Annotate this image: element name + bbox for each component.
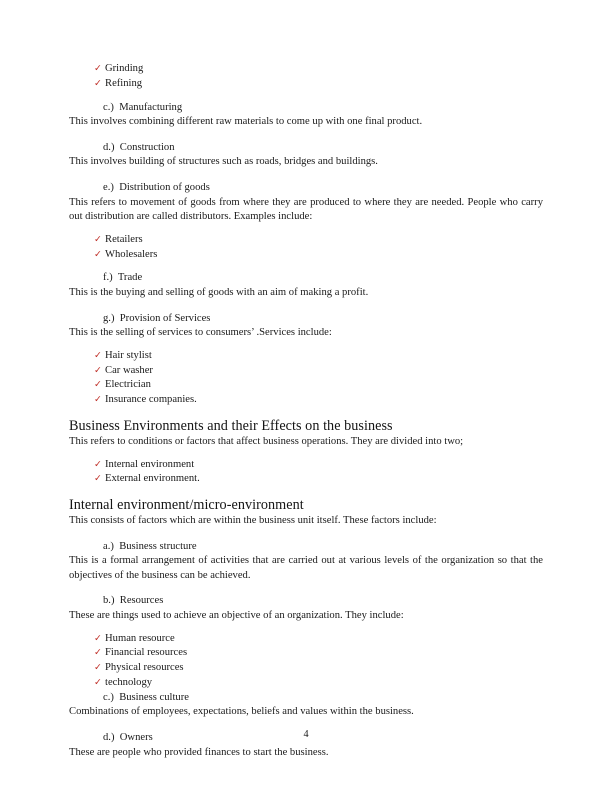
- list-item-label: Insurance companies.: [105, 394, 197, 406]
- block-spacer: [69, 408, 543, 417]
- checkmark-icon: ✓: [94, 647, 102, 659]
- list-item-label: Retailers: [105, 233, 143, 245]
- checkmark-icon: ✓: [94, 248, 102, 260]
- lettered-item-label: Business culture: [119, 691, 189, 703]
- block-spacer: [69, 301, 543, 312]
- list-item: [69, 632, 543, 647]
- body-paragraph: This refers to conditions or factors that affect business operations. They are divided into two;: [69, 435, 464, 447]
- list-item-label: Grinding: [105, 63, 144, 74]
- lettered-item-marker: c.): [103, 691, 114, 703]
- checkmark-icon: ✓: [94, 364, 102, 376]
- list-item: [69, 77, 543, 92]
- block-spacer: [69, 341, 543, 349]
- body-paragraph: These are things used to achieve an objective of an organization. They include:: [69, 610, 404, 622]
- lettered-item-marker: d.): [103, 732, 115, 744]
- list-item-label: Wholesalers: [105, 248, 158, 260]
- body-paragraph: This is a formal arrangement of activities that are carried out at various levels of the organization so that the objectives of the business can be achieved.: [69, 555, 543, 581]
- lettered-item: [69, 594, 543, 609]
- lettered-item-label: Provision of Services: [119, 312, 211, 324]
- checkmark-icon: ✓: [94, 379, 102, 391]
- block-spacer: [69, 450, 543, 458]
- body-paragraph: Combinations of employees, expectations, beliefs and values within the business.: [69, 706, 414, 718]
- block-spacer: [69, 262, 543, 271]
- list-item: [69, 364, 543, 379]
- lettered-item: [69, 691, 543, 706]
- list-item-label: Hair stylist: [105, 349, 152, 361]
- lettered-item-marker: g.): [103, 312, 115, 324]
- list-item-label: Car washer: [105, 364, 153, 376]
- lettered-item: [69, 181, 543, 196]
- list-item-label: External environment.: [105, 473, 200, 485]
- lettered-item-marker: c.): [103, 101, 114, 113]
- list-item: [69, 378, 543, 393]
- body-paragraph: This consists of factors which are within the business unit itself. These factors include:: [69, 515, 437, 527]
- list-item: [69, 233, 543, 248]
- checkmark-icon: ✓: [94, 349, 102, 361]
- body-paragraph: This involves combining different raw materials to come up with one final product.: [69, 116, 423, 128]
- list-item: [69, 646, 543, 661]
- check-bullet-list: [69, 458, 543, 488]
- list-item: [69, 458, 543, 473]
- lettered-item-marker: e.): [103, 181, 114, 193]
- body-paragraph: These are people who provided finances to start the business.: [69, 746, 329, 758]
- list-item: [69, 676, 543, 691]
- lettered-item-label: Trade: [117, 272, 143, 284]
- lettered-item-label: Business structure: [119, 540, 197, 552]
- lettered-item: [69, 101, 543, 116]
- list-item-label: Electrician: [105, 379, 151, 391]
- list-item-label: Refining: [105, 77, 143, 89]
- body-paragraph: This involves building of structures such as roads, bridges and buildings.: [69, 156, 378, 168]
- checkmark-icon: ✓: [94, 473, 102, 485]
- lettered-item-marker: b.): [103, 595, 115, 607]
- checkmark-icon: ✓: [94, 63, 102, 74]
- lettered-item: [69, 271, 543, 286]
- block-spacer: [69, 624, 543, 632]
- body-paragraph: This refers to movement of goods from where they are produced to where they are needed. People who carry out distribution are called distributors. Examples include:: [69, 196, 543, 223]
- block-spacer: [69, 583, 543, 594]
- checkmark-icon: ✓: [94, 662, 102, 674]
- block-spacer: [69, 170, 543, 181]
- list-item-label: Human resource: [105, 632, 175, 644]
- block-spacer: [69, 529, 543, 540]
- lettered-item-label: Construction: [119, 141, 175, 153]
- lettered-item: [69, 141, 543, 156]
- list-item-label: Physical resources: [105, 662, 184, 674]
- page-content: [69, 62, 543, 760]
- list-item: [69, 349, 543, 364]
- lettered-item-label: Resources: [119, 595, 164, 607]
- block-spacer: [69, 92, 543, 101]
- check-bullet-list: [69, 233, 543, 263]
- lettered-item-marker: a.): [103, 540, 114, 552]
- list-item: [69, 472, 543, 487]
- block-spacer: [69, 130, 543, 141]
- page-number: 4: [303, 729, 309, 740]
- lettered-item-label: Distribution of goods: [119, 181, 210, 193]
- lettered-item: [69, 540, 543, 555]
- list-item: [69, 661, 543, 676]
- block-spacer: [69, 487, 543, 496]
- lettered-item-label: Owners: [119, 732, 153, 744]
- list-item: [69, 62, 543, 77]
- block-spacer: [69, 225, 543, 233]
- list-item-label: Internal environment: [105, 458, 195, 470]
- list-item: [69, 248, 543, 263]
- checkmark-icon: ✓: [94, 677, 102, 689]
- lettered-item-marker: f.): [103, 272, 113, 284]
- list-item-label: technology: [105, 677, 153, 689]
- lettered-item-marker: d.): [103, 141, 115, 153]
- list-item-label: Financial resources: [105, 647, 188, 659]
- body-paragraph: This is the selling of services to consumers’ .Services include:: [69, 327, 332, 339]
- checkmark-icon: ✓: [94, 233, 102, 245]
- lettered-item-label: Manufacturing: [119, 101, 183, 113]
- body-paragraph: This is the buying and selling of goods with an aim of making a profit.: [69, 286, 369, 298]
- check-bullet-list: [69, 349, 543, 408]
- checkmark-icon: ✓: [94, 77, 102, 89]
- lettered-item: [69, 312, 543, 327]
- list-item: [69, 393, 543, 408]
- check-bullet-list: [69, 62, 543, 92]
- section-heading: Business Environments and their Effects on the business: [69, 417, 393, 434]
- section-heading: Internal environment/micro-environment: [69, 497, 304, 514]
- checkmark-icon: ✓: [94, 394, 102, 406]
- checkmark-icon: ✓: [94, 632, 102, 644]
- check-bullet-list: [69, 632, 543, 691]
- checkmark-icon: ✓: [94, 458, 102, 470]
